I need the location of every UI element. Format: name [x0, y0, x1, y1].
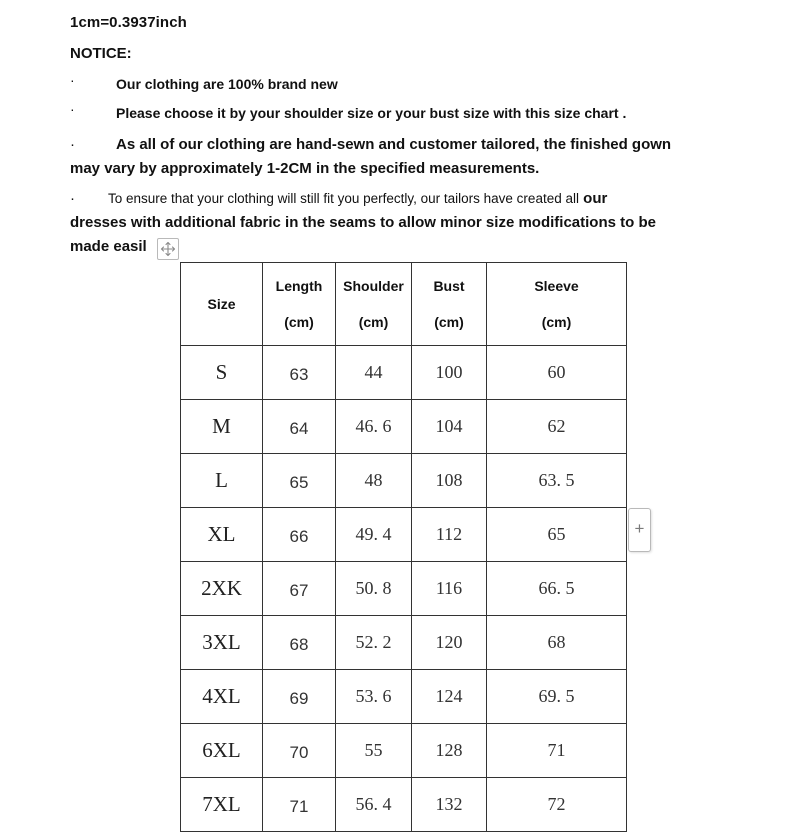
shoulder-cell: 53. 6 [336, 670, 412, 724]
sleeve-cell: 63. 5 [487, 454, 627, 508]
header-unit: (cm) [358, 314, 389, 330]
notice-item-text: our [583, 190, 608, 207]
bust-cell: 100 [412, 346, 487, 400]
notice-item-text: To ensure that your clothing will still fit you perfectly, our tailors have created all [108, 191, 579, 206]
notice-item-text: may vary by approximately 1-2CM in the specified measurements. [70, 160, 540, 177]
bust-cell: 132 [412, 778, 487, 832]
notice-item-text: Our clothing are 100% brand new [116, 76, 338, 92]
header-unit: (cm) [434, 314, 464, 330]
sleeve-cell: 62 [487, 400, 627, 454]
shoulder-cell: 46. 6 [336, 400, 412, 454]
header-size [181, 263, 263, 346]
table-row [181, 562, 627, 616]
length-cell: 65 [263, 454, 336, 508]
shoulder-cell: 48 [336, 454, 412, 508]
size-cell: 2XK [181, 562, 263, 616]
length-cell: 66 [263, 508, 336, 562]
length-cell: 63 [263, 346, 336, 400]
unit-conversion: 1cm=0.3937inch [70, 14, 187, 31]
bullet-dot: · [70, 101, 75, 117]
bust-cell: 104 [412, 400, 487, 454]
sleeve-cell: 72 [487, 778, 627, 832]
header-bust [412, 263, 487, 346]
bust-cell: 124 [412, 670, 487, 724]
shoulder-cell: 55 [336, 724, 412, 778]
table-row [181, 616, 627, 670]
notice-item-text: dresses with additional fabric in the seams to allow minor size modifications to be [70, 214, 656, 231]
header-sleeve [487, 263, 627, 346]
shoulder-cell: 44 [336, 346, 412, 400]
notice-heading: NOTICE: [70, 45, 132, 62]
length-cell: 69 [263, 670, 336, 724]
bust-cell: 112 [412, 508, 487, 562]
table-row [181, 346, 627, 400]
table-row [181, 724, 627, 778]
header-unit: (cm) [541, 314, 572, 330]
sleeve-cell: 68 [487, 616, 627, 670]
shoulder-cell: 56. 4 [336, 778, 412, 832]
table-header-row [181, 263, 627, 346]
sleeve-cell: 66. 5 [487, 562, 627, 616]
notice-item [70, 133, 720, 181]
length-cell: 67 [263, 562, 336, 616]
bullet-dot: · [70, 72, 75, 88]
shoulder-cell: 50. 8 [336, 562, 412, 616]
length-cell: 64 [263, 400, 336, 454]
sleeve-cell: 69. 5 [487, 670, 627, 724]
size-cell: S [181, 346, 263, 400]
table-move-handle[interactable] [157, 238, 179, 260]
move-arrows-icon [160, 241, 176, 257]
bullet-dot: · [70, 136, 75, 153]
shoulder-cell: 52. 2 [336, 616, 412, 670]
size-cell: L [181, 454, 263, 508]
length-cell: 70 [263, 724, 336, 778]
bullet-dot: · [70, 190, 75, 207]
table-row [181, 508, 627, 562]
notice-item-text: Please choose it by your shoulder size or your bust size with this size chart . [116, 105, 627, 121]
bust-cell: 108 [412, 454, 487, 508]
bust-cell: 116 [412, 562, 487, 616]
header-length [263, 263, 336, 346]
size-cell: 3XL [181, 616, 263, 670]
header-label: Sleeve [534, 278, 579, 294]
size-cell: M [181, 400, 263, 454]
size-cell: 6XL [181, 724, 263, 778]
notice-item-text: made easil [70, 238, 147, 255]
header-label: Size [207, 296, 236, 312]
table-row [181, 670, 627, 724]
header-unit: (cm) [284, 314, 314, 330]
length-cell: 68 [263, 616, 336, 670]
bust-cell: 128 [412, 724, 487, 778]
length-cell: 71 [263, 778, 336, 832]
header-label: Bust [433, 278, 465, 294]
notice-item-text: As all of our clothing are hand-sewn and customer tailored, the finished gown [116, 136, 672, 153]
size-cell: XL [181, 508, 263, 562]
size-cell: 4XL [181, 670, 263, 724]
bust-cell: 120 [412, 616, 487, 670]
size-cell: 7XL [181, 778, 263, 832]
shoulder-cell: 49. 4 [336, 508, 412, 562]
header-shoulder [336, 263, 412, 346]
sleeve-cell: 60 [487, 346, 627, 400]
add-column-button[interactable] [628, 508, 651, 552]
plus-icon: + [634, 519, 645, 538]
table-row [181, 400, 627, 454]
sleeve-cell: 71 [487, 724, 627, 778]
header-label: Shoulder [343, 278, 404, 294]
table-row [181, 454, 627, 508]
size-chart-table [180, 262, 627, 832]
sleeve-cell: 65 [487, 508, 627, 562]
table-row [181, 778, 627, 832]
header-label: Length [275, 278, 323, 294]
